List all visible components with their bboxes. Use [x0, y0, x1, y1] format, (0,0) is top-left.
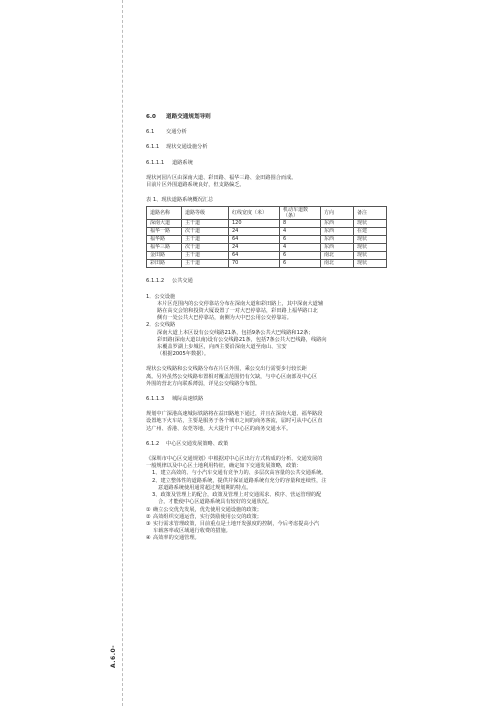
section-6-1-1-2-heading: 6.1.1.2 公共交通: [146, 278, 193, 285]
table-header-cell: 道路名称: [147, 207, 182, 220]
table-cell: 金田路: [147, 252, 182, 260]
policy-block: [146, 456, 406, 542]
policy-intro-line: 一般规律以及中心区土地利用特征，确定如下交通发展策略，政策：: [146, 463, 302, 470]
table-header-cell: 备注: [354, 207, 387, 220]
list-item-line: 深南大道上本区设有公交线路21条，包括9条公共大巴线路和12条；: [157, 329, 314, 336]
policy-list-item-line: 合，才能使中心区道路系统具有较好的交通状况。: [158, 499, 273, 506]
policy-list-item: 3、政策及管理上的配合，政策及管理上对交通需求、秩序、营运管理的配: [152, 492, 322, 499]
table-cell: 现状: [354, 252, 387, 260]
list-item-line: （根据2005年数据）。: [157, 351, 210, 358]
road-intro-paragraph: 现状河园片区由深南大道、彩田路、福华三路、金田路围合而成。 目前片区外围道路系统良好，但支路偏乏。: [146, 174, 297, 189]
table-cell: 南北: [321, 252, 354, 260]
table-cell: 主干道: [182, 260, 229, 268]
table-cell: 24: [229, 244, 280, 252]
table-cell: 次干道: [182, 228, 229, 236]
table-cell: 福华一路: [147, 228, 182, 236]
list-item: ② 高效组织交通运营，实行鼓励使用公交的政策；: [146, 513, 262, 520]
policy-list-item: 2、建立整体性的道路系统，提供并保证道路系统有充分的容量和连续性，注: [152, 477, 327, 484]
list-item: ④ 高效率的交通管理。: [146, 535, 200, 542]
rail-paragraph: 规划中广深港高速城际铁路将在益田路地下通过，并且在深南大道、福华路段 设置地下火车站，主要是服务于各个城市之间的商务客流，届时可从中心区直 达广州、香港、东莞等地，大大提升了中心区的商务交通水平。: [146, 411, 323, 432]
table-header-row: [147, 207, 387, 220]
road-system-table: [146, 206, 387, 268]
table-header-cell: 机动车道数（条）: [280, 207, 321, 220]
table-cell: 南北: [321, 260, 354, 268]
document-body: [146, 114, 406, 543]
list-item: ③ 实行需求管理政策，目前重点是土地开发强度的控制，今后考虑提高小汽 车载客率或区域通行收费的措施。: [146, 520, 320, 535]
table-cell: 次干道: [182, 244, 229, 252]
list-item-line: 彩田路(深南大道以南)设有公交线路21条，包括7条公共大巴线路，线路向: [157, 336, 327, 343]
policy-intro-line: 《深圳市中心区交通规划》中根据对中心区出行方式构成的分析、交通发展的: [146, 456, 323, 463]
table-cell: 64: [229, 236, 280, 244]
list-item: ① 确立公交优先发展，优先使用交通设施的政策；: [146, 506, 262, 513]
table-row: [147, 244, 387, 252]
list-item-line: 路在高交会馆和投资大厦设置了一对大巴停靠站，彩田路上福华路口北: [157, 308, 318, 315]
table-cell: 主干道: [182, 236, 229, 244]
table-cell: 彩田路: [147, 260, 182, 268]
table-cell: 24: [229, 228, 280, 236]
table-header-cell: 方向: [321, 207, 354, 220]
policy-list-item: 1、建立高效的、与小汽车交通有竞争力的、多层次高容量的公共交通系统。: [152, 470, 327, 477]
table-cell: 6: [280, 236, 321, 244]
table-cell: 东西: [321, 228, 354, 236]
table-cell: 120: [229, 220, 280, 228]
table-cell: 现状: [354, 220, 387, 228]
table-cell: 6: [280, 260, 321, 268]
transit-list: [146, 294, 406, 359]
table-cell: 4: [280, 244, 321, 252]
list-item-line: 本片区范围内的公交停靠站分布在深南大道和彩田路上，其中深南大道辅: [157, 300, 324, 307]
section-6-1-1-heading: 6.1.1 现状交通设施分析: [146, 144, 208, 151]
table-cell: 6: [280, 252, 321, 260]
table-cell: 4: [280, 228, 321, 236]
table-cell: 福华三路: [147, 244, 182, 252]
table-cell: 现状: [354, 244, 387, 252]
table-row: [147, 220, 387, 228]
list-item-line: 东覆盖罗湖上步城区，向西主要沿深南大道至南山、宝安: [157, 344, 287, 351]
list-item: 2．公交线路: [146, 322, 176, 329]
table-cell: 东西: [321, 244, 354, 252]
section-6-1-1-1-heading: 6.1.1.1 道路系统: [146, 159, 193, 166]
table-cell: 8: [280, 220, 321, 228]
list-item: 1．公交设施: [146, 293, 176, 300]
section-6-1-heading: 6.1 交通分析: [146, 129, 187, 136]
table-caption: 表 1、现状道路系统概况汇总: [146, 197, 214, 204]
section-6-0-heading: 6.0 道路交通规划导则: [146, 114, 211, 120]
table-row: [147, 252, 387, 260]
table-cell: 现状: [354, 236, 387, 244]
table-row: [147, 260, 387, 268]
table-cell: 主干道: [182, 252, 229, 260]
table-cell: 64: [229, 252, 280, 260]
list-item-line: 侧有一处公共大巴停靠站，南侧为大中巴公用公交停靠站。: [157, 315, 292, 322]
table-header-cell: 红线宽度（米）: [229, 207, 280, 220]
transit-summary-paragraph: 现状公交线路和公交线路分布在片区外围，乘公交出行需要步行较长距 离。另外虽然公交线路布置相对覆盖范围仍有欠缺，与中心区南部及中心区 外围的营北方向联系薄弱，详见公交线路分布图。: [146, 366, 318, 387]
table-cell: 福华路: [147, 236, 182, 244]
table-row: [147, 236, 387, 244]
section-6-1-2-heading: 6.1.2 中心区交通发展策略、政策: [146, 440, 229, 447]
table-cell: 深南大道: [147, 220, 182, 228]
section-6-1-1-3-heading: 6.1.1.3 城际高速铁路: [146, 396, 204, 403]
table-cell: 现状: [354, 260, 387, 268]
margin-rule: [122, 0, 123, 706]
table-cell: 在建: [354, 228, 387, 236]
policy-list-item-line: 意道路系统使用通常超过规划期的特点。: [158, 484, 252, 491]
table-cell: 东西: [321, 220, 354, 228]
table-cell: 东西: [321, 236, 354, 244]
table-row: [147, 228, 387, 236]
table-cell: 主干道: [182, 220, 229, 228]
page-code: A.6.0-: [110, 644, 117, 668]
table-header-cell: 道路等级: [182, 207, 229, 220]
table-cell: 70: [229, 260, 280, 268]
policy-measures-list: [146, 507, 406, 543]
